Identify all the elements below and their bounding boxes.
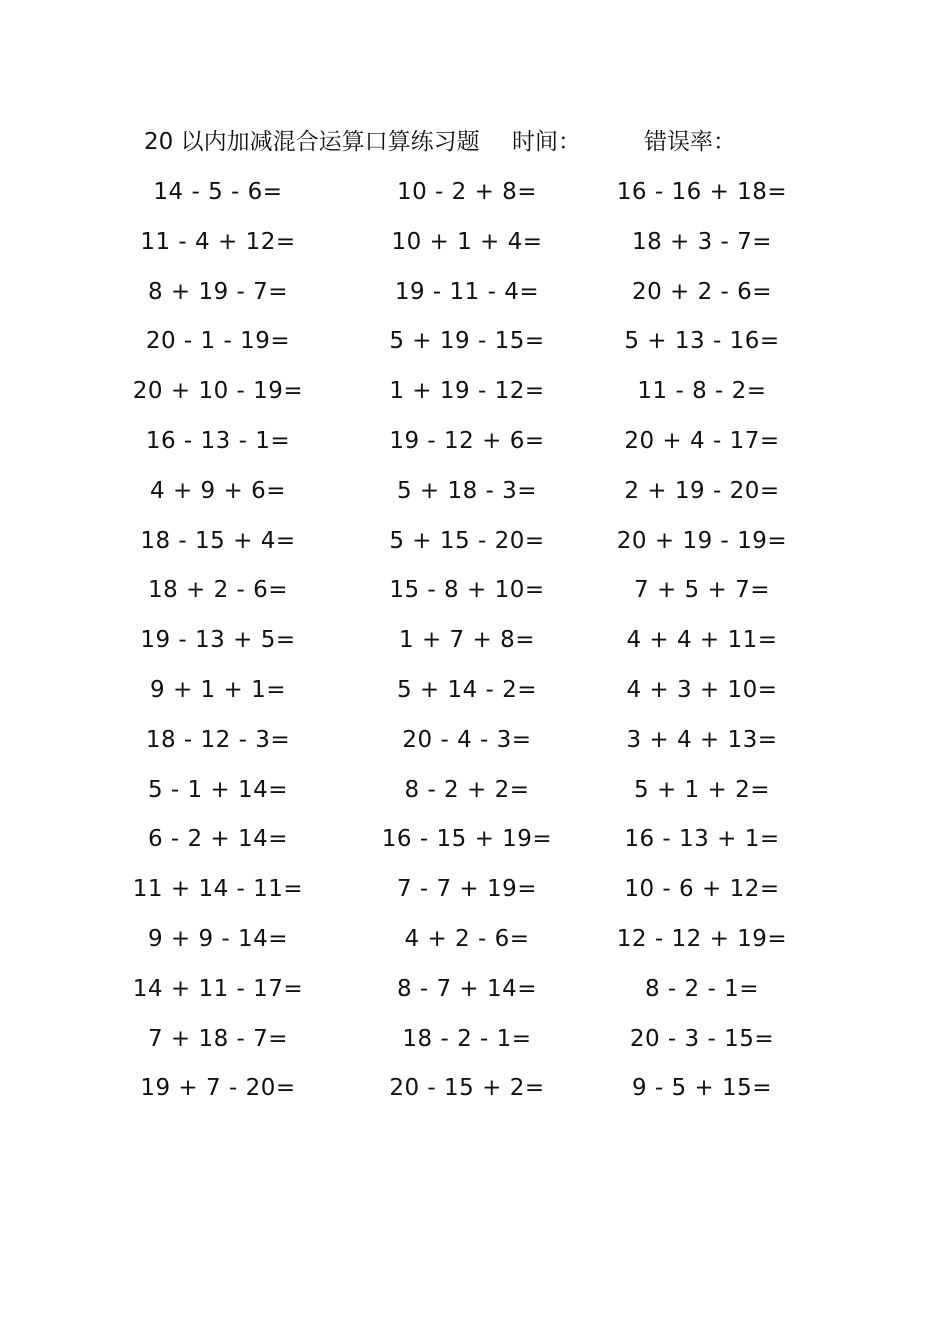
arithmetic-problem: 5 + 15 - 20= [389,527,545,554]
arithmetic-problem: 1 + 19 - 12= [389,378,545,405]
problem-row [0,722,950,772]
problem-row [0,323,950,373]
problem-row [0,921,950,971]
arithmetic-problem: 4 + 4 + 11= [626,627,778,654]
arithmetic-problem: 16 - 13 - 1= [145,427,291,454]
arithmetic-problem: 4 + 9 + 6= [150,477,286,504]
time-label: 时间： [512,129,581,155]
arithmetic-problem: 10 - 2 + 8= [396,179,538,205]
arithmetic-problem: 15 - 8 + 10= [389,577,545,604]
arithmetic-problem: 19 + 7 - 20= [140,1075,296,1102]
arithmetic-problem: 6 - 2 + 14= [147,826,289,853]
arithmetic-problem: 4 + 3 + 10= [626,676,778,703]
arithmetic-problem: 11 - 8 - 2= [637,378,767,405]
arithmetic-problem: 7 + 5 + 7= [634,577,770,604]
arithmetic-problem: 9 + 9 - 14= [147,925,289,952]
arithmetic-problem: 10 - 6 + 12= [624,876,780,903]
arithmetic-problem: 20 - 3 - 15= [629,1025,775,1052]
arithmetic-problem: 18 - 15 + 4= [140,527,296,554]
arithmetic-problem: 5 + 19 - 15= [389,328,545,355]
problem-grid [0,174,950,1120]
error-rate-label: 错误率： [644,129,736,155]
arithmetic-problem: 9 + 1 + 1= [150,676,286,703]
arithmetic-problem: 19 - 12 + 6= [389,427,545,454]
problem-row [0,174,950,224]
arithmetic-problem: 16 - 13 + 1= [624,826,780,853]
arithmetic-problem: 16 - 16 + 18= [616,179,788,205]
arithmetic-problem: 8 + 19 - 7= [147,278,289,305]
arithmetic-problem: 5 + 1 + 2= [634,776,770,803]
arithmetic-problem: 11 + 14 - 11= [132,876,304,903]
problem-row [0,423,950,473]
arithmetic-problem: 20 - 15 + 2= [389,1075,545,1102]
arithmetic-problem: 14 - 5 - 6= [153,179,283,205]
problem-row [0,473,950,523]
arithmetic-problem: 4 + 2 - 6= [404,925,530,952]
arithmetic-problem: 10 + 1 + 4= [391,228,543,255]
problem-row [0,1070,950,1120]
problem-row [0,1021,950,1071]
arithmetic-problem: 8 - 7 + 14= [396,975,538,1002]
problem-row [0,672,950,722]
arithmetic-problem: 7 + 18 - 7= [147,1025,289,1052]
arithmetic-problem: 5 + 18 - 3= [396,477,538,504]
arithmetic-problem: 9 - 5 + 15= [631,1075,773,1102]
problem-row [0,572,950,622]
arithmetic-problem: 18 - 12 - 3= [145,726,291,753]
worksheet-header [0,124,950,160]
arithmetic-problem: 20 - 1 - 19= [145,328,291,355]
arithmetic-problem: 20 + 19 - 19= [616,527,788,554]
problem-row [0,871,950,921]
arithmetic-problem: 12 - 12 + 19= [616,925,788,952]
arithmetic-problem: 5 - 1 + 14= [147,776,289,803]
arithmetic-problem: 20 + 4 - 17= [624,427,780,454]
arithmetic-problem: 19 - 13 + 5= [140,627,296,654]
arithmetic-problem: 5 + 14 - 2= [396,676,538,703]
problem-row [0,971,950,1021]
problem-row [0,523,950,573]
arithmetic-problem: 20 + 10 - 19= [132,378,304,405]
arithmetic-problem: 20 - 4 - 3= [402,726,532,753]
arithmetic-problem: 20 + 2 - 6= [631,278,773,305]
arithmetic-problem: 18 + 3 - 7= [631,228,773,255]
arithmetic-problem: 8 - 2 - 1= [644,975,759,1002]
problem-row [0,622,950,672]
worksheet-title: 20 以内加减混合运算口算练习题 [144,129,480,155]
arithmetic-problem: 5 + 13 - 16= [624,328,780,355]
arithmetic-problem: 1 + 7 + 8= [399,627,535,654]
arithmetic-problem: 11 - 4 + 12= [140,228,296,255]
arithmetic-problem: 18 + 2 - 6= [147,577,289,604]
arithmetic-problem: 3 + 4 + 13= [626,726,778,753]
problem-row [0,274,950,324]
problem-row [0,224,950,274]
arithmetic-problem: 7 - 7 + 19= [396,876,538,903]
arithmetic-problem: 8 - 2 + 2= [404,776,530,803]
arithmetic-problem: 16 - 15 + 19= [381,826,553,853]
arithmetic-problem: 14 + 11 - 17= [132,975,304,1002]
problem-row [0,373,950,423]
arithmetic-problem: 19 - 11 - 4= [394,278,540,305]
arithmetic-problem: 2 + 19 - 20= [624,477,780,504]
arithmetic-problem: 18 - 2 - 1= [402,1025,532,1052]
problem-row [0,821,950,871]
problem-row [0,772,950,822]
